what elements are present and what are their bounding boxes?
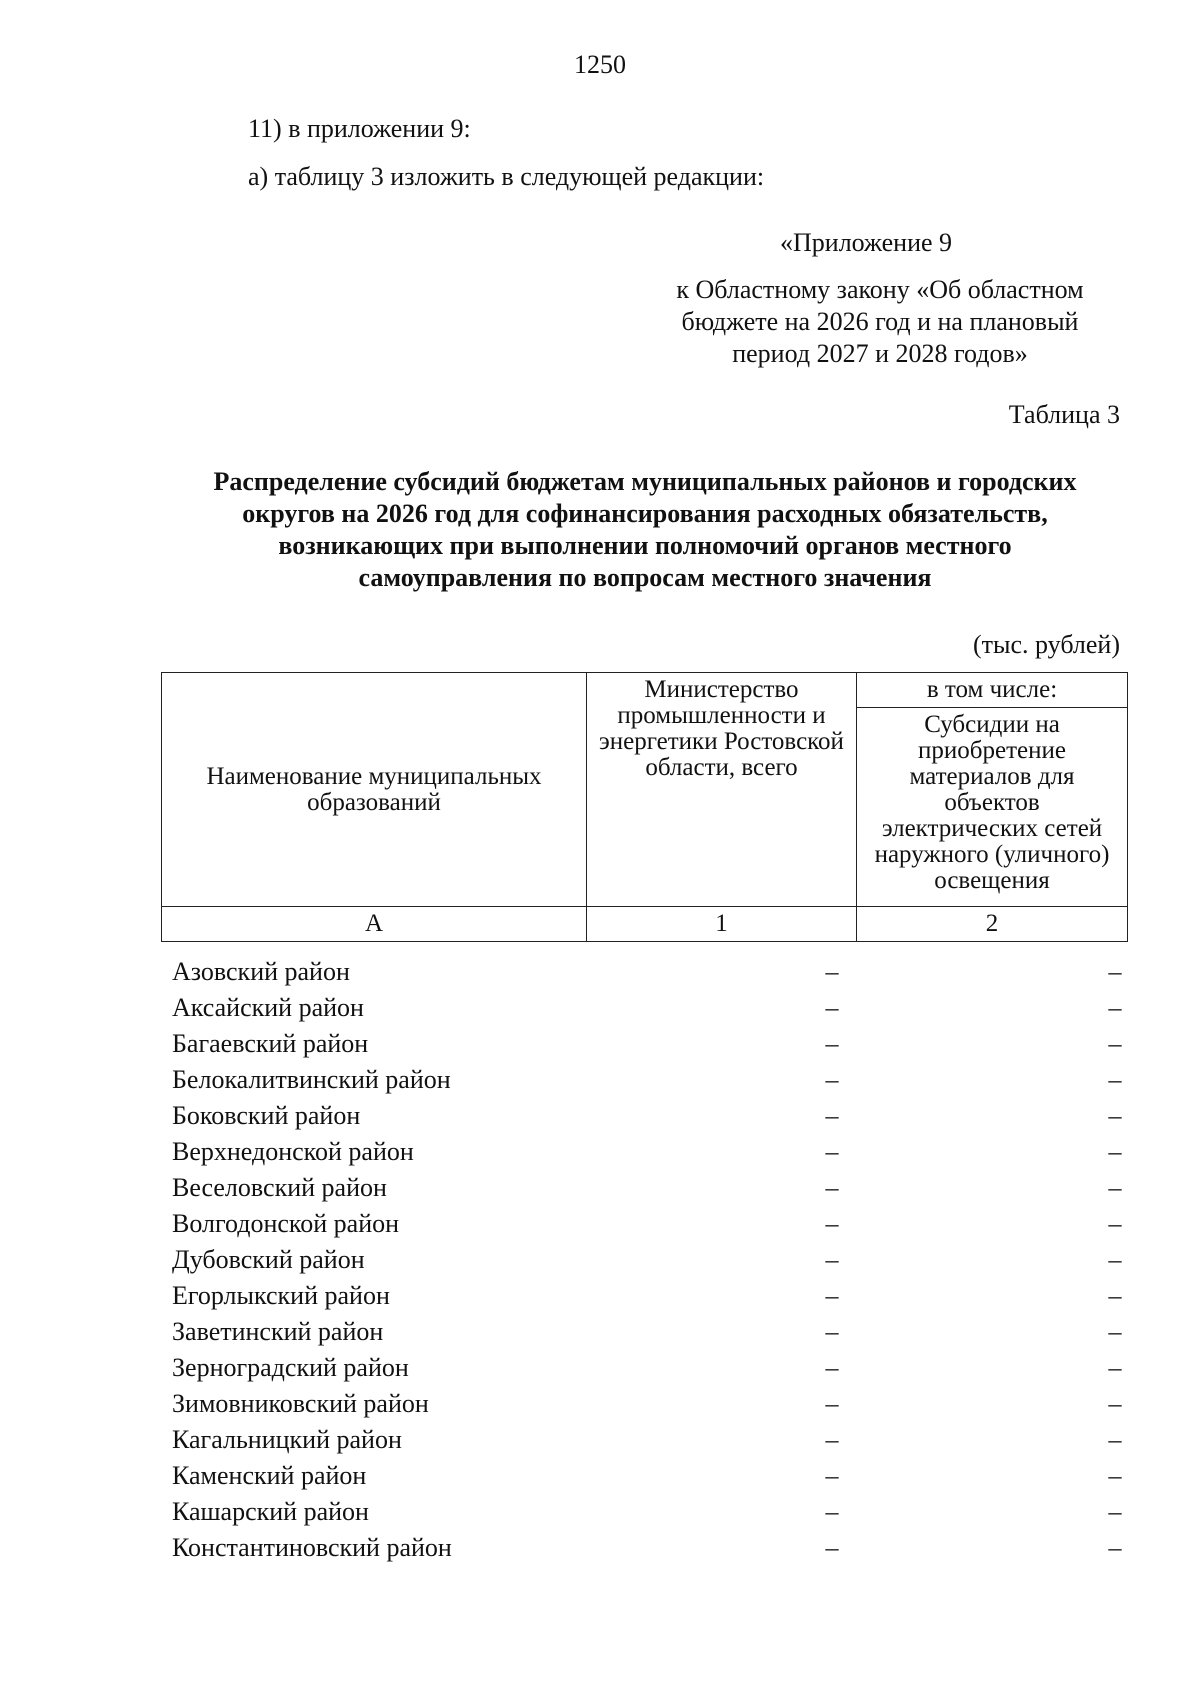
table-row (172, 1098, 1127, 1134)
row-subsidy-value: – (1108, 1317, 1122, 1346)
document-title (160, 466, 1130, 594)
row-total-value: – (825, 1101, 839, 1130)
intro-line-2: а) таблицу 3 изложить в следующей редакции: (248, 162, 765, 191)
column-number-1: 1 (587, 907, 857, 942)
table-row (172, 1026, 1127, 1062)
row-subsidy-value: – (1108, 1533, 1122, 1562)
row-subsidy-value: – (1108, 1101, 1122, 1130)
header-total-column: Министерство промышленности и энергетики Ростовской области, всего (587, 673, 857, 907)
row-subsidy-value: – (1108, 1065, 1122, 1094)
row-subsidy-value: – (1108, 1389, 1122, 1418)
header-subsidy-column: Субсидии на приобретение материалов для объектов электрических сетей наружного (уличного) освещения (857, 708, 1128, 907)
row-total-value: – (825, 1317, 839, 1346)
row-name: Белокалитвинский район (172, 1065, 451, 1094)
row-subsidy-value: – (1108, 1425, 1122, 1454)
row-name: Каменский район (172, 1461, 367, 1490)
row-total-value: – (825, 957, 839, 986)
row-subsidy-value: – (1108, 1029, 1122, 1058)
table-row (172, 1350, 1127, 1386)
row-subsidy-value: – (1108, 1461, 1122, 1490)
table-row (172, 1242, 1127, 1278)
row-name: Багаевский район (172, 1029, 369, 1058)
row-name: Верхнедонской район (172, 1137, 414, 1166)
row-total-value: – (825, 1461, 839, 1490)
row-total-value: – (825, 1209, 839, 1238)
row-subsidy-value: – (1108, 1353, 1122, 1382)
row-subsidy-value: – (1108, 1209, 1122, 1238)
title-line: Распределение субсидий бюджетам муниципальных районов и городских (213, 467, 1077, 496)
row-name: Аксайский район (172, 993, 364, 1022)
appendix-ref-line: к Областному закону «Об областном (676, 275, 1084, 304)
row-subsidy-value: – (1108, 1137, 1122, 1166)
row-name: Дубовский район (172, 1245, 365, 1274)
row-total-value: – (825, 1173, 839, 1202)
row-subsidy-value: – (1108, 993, 1122, 1022)
row-name: Егорлыкский район (172, 1281, 390, 1310)
row-total-value: – (825, 1533, 839, 1562)
row-total-value: – (825, 1425, 839, 1454)
row-name: Азовский район (172, 957, 350, 986)
table-body (172, 954, 1127, 1566)
table-row (172, 1206, 1127, 1242)
appendix-ref-line: период 2027 и 2028 годов» (732, 339, 1028, 368)
table-row (172, 1386, 1127, 1422)
header-including-label: в том числе: (857, 673, 1128, 708)
table-header (161, 672, 1128, 942)
row-total-value: – (825, 1281, 839, 1310)
row-subsidy-value: – (1108, 1281, 1122, 1310)
title-line: возникающих при выполнении полномочий органов местного (278, 531, 1012, 560)
row-total-value: – (825, 993, 839, 1022)
title-line: самоуправления по вопросам местного значения (358, 563, 932, 592)
table-row (172, 1458, 1127, 1494)
table-row (172, 954, 1127, 990)
table-row (172, 1314, 1127, 1350)
row-total-value: – (825, 1245, 839, 1274)
appendix-title: «Приложение 9 (780, 228, 953, 257)
row-name: Константиновский район (172, 1533, 452, 1562)
row-subsidy-value: – (1108, 957, 1122, 986)
row-total-value: – (825, 1497, 839, 1526)
table-label: Таблица 3 (1008, 400, 1120, 429)
units-label: (тыс. рублей) (972, 630, 1120, 659)
row-subsidy-value: – (1108, 1497, 1122, 1526)
appendix-ref-line: бюджете на 2026 год и на плановый (681, 307, 1079, 336)
table-row (172, 1494, 1127, 1530)
appendix-reference (640, 274, 1120, 370)
table-row (172, 1530, 1127, 1566)
page-number: 1250 (574, 50, 626, 79)
row-name: Волгодонской район (172, 1209, 400, 1238)
intro-line-1: 11) в приложении 9: (248, 114, 471, 143)
row-name: Кагальницкий район (172, 1425, 402, 1454)
row-subsidy-value: – (1108, 1245, 1122, 1274)
header-name-column: Наименование муниципальных образований (162, 673, 587, 907)
table-row (172, 1422, 1127, 1458)
row-name: Зерноградский район (172, 1353, 409, 1382)
row-total-value: – (825, 1029, 839, 1058)
column-number-a: А (162, 907, 587, 942)
row-total-value: – (825, 1389, 839, 1418)
table-row (172, 1134, 1127, 1170)
row-total-value: – (825, 1353, 839, 1382)
row-total-value: – (825, 1137, 839, 1166)
row-name: Заветинский район (172, 1317, 384, 1346)
row-name: Веселовский район (172, 1173, 387, 1202)
table-row (172, 990, 1127, 1026)
table-row (172, 1062, 1127, 1098)
row-name: Зимовниковский район (172, 1389, 429, 1418)
title-line: округов на 2026 год для софинансирования расходных обязательств, (242, 499, 1048, 528)
table-row (172, 1278, 1127, 1314)
row-subsidy-value: – (1108, 1173, 1122, 1202)
table-row (172, 1170, 1127, 1206)
row-name: Кашарский район (172, 1497, 369, 1526)
row-name: Боковский район (172, 1101, 361, 1130)
column-number-2: 2 (857, 907, 1128, 942)
row-total-value: – (825, 1065, 839, 1094)
